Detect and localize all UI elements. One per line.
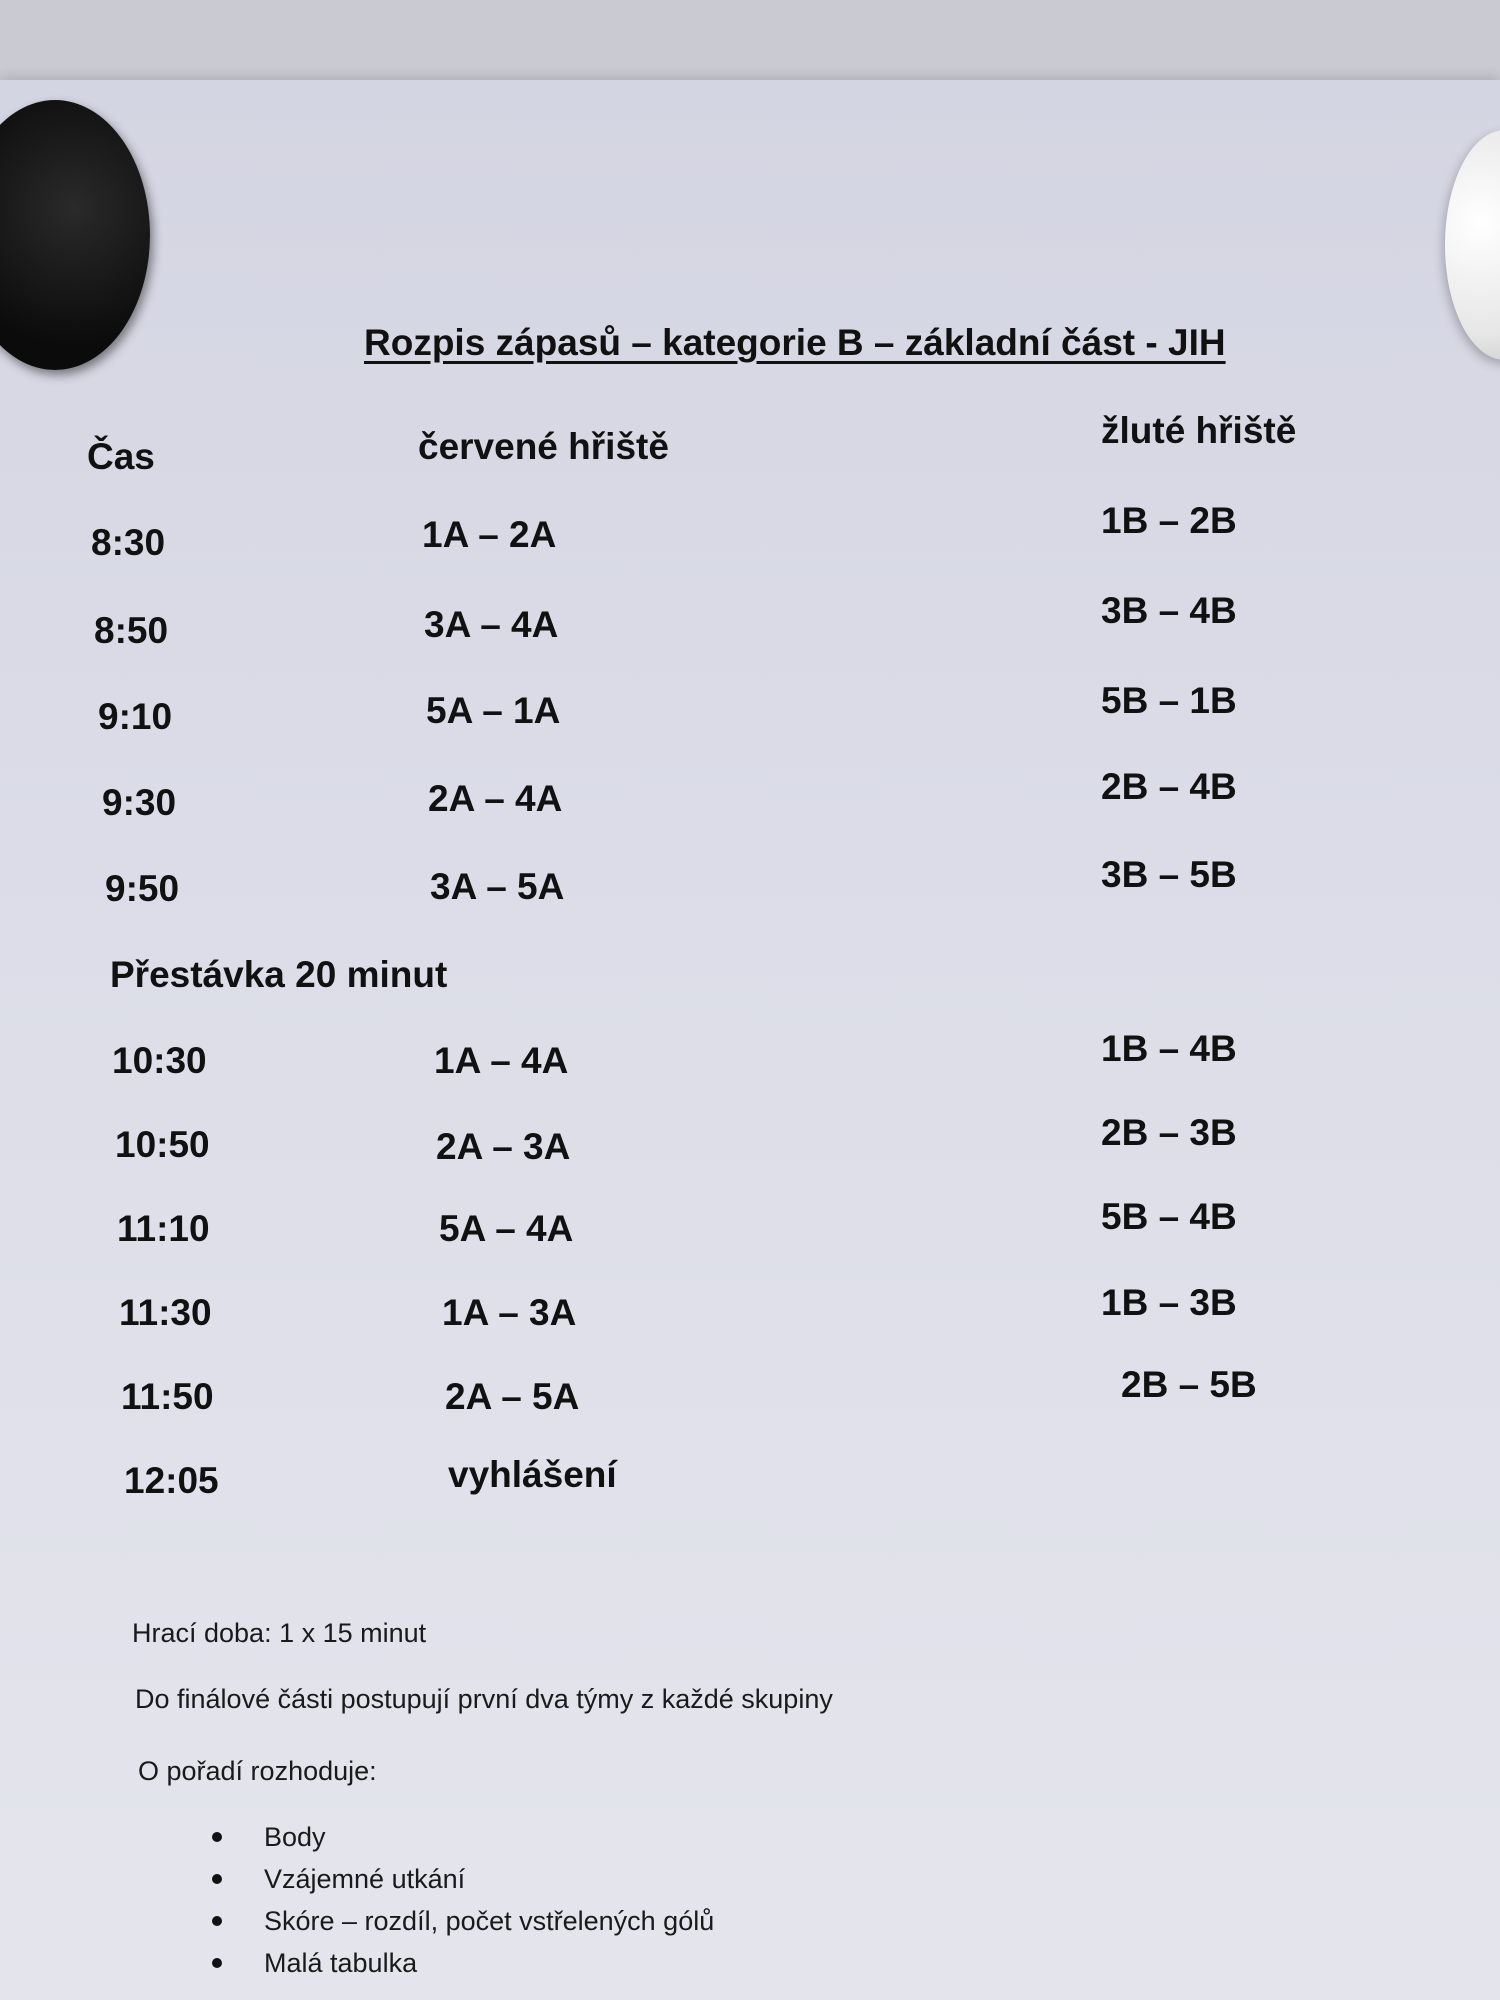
row-yellow-match: 1B – 2B	[1101, 500, 1237, 541]
criterion-text: Skóre – rozdíl, počet vstřelených gólů	[264, 1906, 715, 1936]
bullet-icon	[212, 1958, 222, 1968]
bullet-icon	[212, 1832, 222, 1842]
row-time: 10:30	[112, 1040, 207, 1081]
row-time: 9:30	[102, 782, 177, 823]
row-yellow-match: 3B – 4B	[1101, 590, 1237, 631]
header-red-court: červené hřiště	[418, 426, 669, 467]
bullet-icon	[212, 1874, 222, 1884]
criterion-text: Body	[264, 1822, 326, 1852]
criterion-text: Malá tabulka	[264, 1948, 418, 1978]
ceremony-time: 12:05	[124, 1460, 219, 1501]
bullet-icon	[212, 1916, 222, 1926]
ranking-criteria-list	[212, 1816, 714, 1984]
row-red-match: 1A – 2A	[422, 514, 557, 555]
row-red-match: 3A – 5A	[430, 866, 565, 907]
list-item	[212, 1858, 714, 1900]
row-red-match: 3A – 4A	[424, 604, 559, 645]
break-label: Přestávka 20 minut	[110, 954, 448, 995]
ceremony-label: vyhlášení	[448, 1454, 617, 1495]
row-yellow-match: 2B – 5B	[1121, 1364, 1257, 1405]
row-red-match: 1A – 3A	[442, 1292, 577, 1333]
ranking-title: O pořadí rozhoduje:	[138, 1756, 377, 1786]
row-yellow-match: 2B – 4B	[1101, 766, 1237, 807]
schedule-title: Rozpis zápasů – kategorie B – základní část - JIH	[364, 322, 1226, 363]
row-time: 8:50	[94, 610, 169, 651]
row-time: 9:50	[105, 868, 180, 909]
row-yellow-match: 3B – 5B	[1101, 854, 1237, 895]
header-yellow-court: žluté hřiště	[1101, 410, 1297, 451]
row-yellow-match: 5B – 4B	[1101, 1196, 1237, 1237]
advance-note: Do finálové části postupují první dva týmy z každé skupiny	[135, 1684, 833, 1714]
row-red-match: 2A – 4A	[428, 778, 563, 819]
row-red-match: 2A – 5A	[445, 1376, 580, 1417]
criterion-text: Vzájemné utkání	[264, 1864, 466, 1894]
row-red-match: 5A – 1A	[426, 690, 561, 731]
row-time: 8:30	[91, 522, 166, 563]
row-time: 10:50	[115, 1124, 210, 1165]
row-yellow-match: 1B – 3B	[1101, 1282, 1237, 1323]
list-item	[212, 1900, 714, 1942]
play-time-note: Hrací doba: 1 x 15 minut	[132, 1618, 427, 1648]
header-time: Čas	[87, 436, 155, 477]
row-red-match: 5A – 4A	[439, 1208, 574, 1249]
row-yellow-match: 1B – 4B	[1101, 1028, 1237, 1069]
list-item	[212, 1942, 714, 1984]
row-time: 11:50	[121, 1376, 214, 1417]
row-time: 11:10	[117, 1208, 210, 1249]
row-red-match: 2A – 3A	[436, 1126, 571, 1167]
row-time: 9:10	[98, 696, 173, 737]
row-red-match: 1A – 4A	[434, 1040, 569, 1081]
row-yellow-match: 5B – 1B	[1101, 680, 1237, 721]
row-yellow-match: 2B – 3B	[1101, 1112, 1237, 1153]
list-item	[212, 1816, 714, 1858]
row-time: 11:30	[119, 1292, 212, 1333]
